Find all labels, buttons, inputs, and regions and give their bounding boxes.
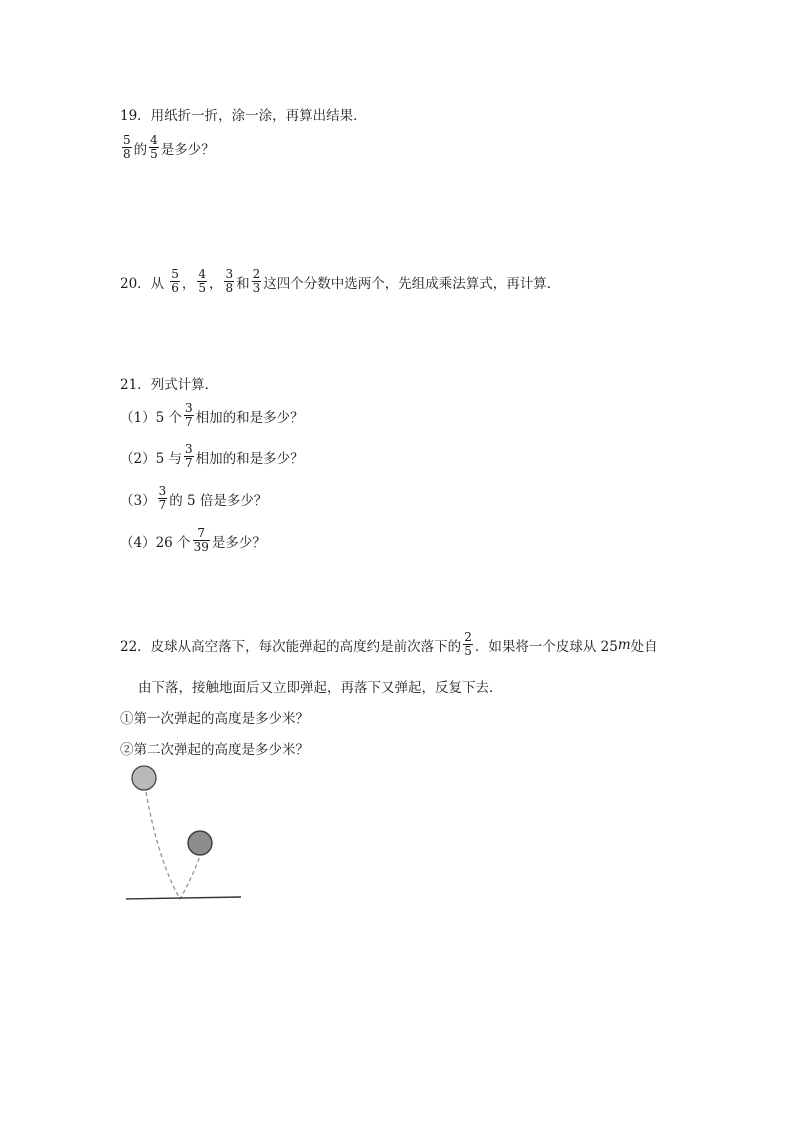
ground-line xyxy=(126,897,241,899)
denominator: 5 xyxy=(198,281,206,295)
numerator: 3 xyxy=(184,401,193,415)
fraction-4-5 xyxy=(149,134,159,161)
q21-title xyxy=(120,373,218,393)
q20-suffix: 这四个分数中选两个，先组成乘法算式，再计算． xyxy=(263,275,561,292)
fraction-7-39 xyxy=(193,527,210,554)
q21-item-2 xyxy=(120,443,304,470)
q22-text-1: 22．皮球从高空落下，每次能弹起的高度约是前次落下的 xyxy=(120,638,462,655)
denominator: 5 xyxy=(464,644,472,658)
denominator: 5 xyxy=(150,147,158,161)
q22-sub-1 xyxy=(120,707,309,727)
numerator: 3 xyxy=(225,267,234,281)
q22-line-1 xyxy=(120,631,658,658)
q22-sub-2 xyxy=(120,738,309,758)
q22-text-3: 处自 xyxy=(630,638,658,655)
numerator: 7 xyxy=(197,526,206,540)
fraction-3-7 xyxy=(158,485,168,512)
fraction-4-5 xyxy=(197,268,207,295)
fraction-3-7 xyxy=(184,402,194,429)
item-suffix: 相加的和是多少？ xyxy=(195,409,304,426)
denominator: 6 xyxy=(171,281,179,295)
q19-question xyxy=(120,134,215,161)
numerator: 3 xyxy=(184,442,193,456)
denominator: 7 xyxy=(184,456,193,470)
fraction-3-8 xyxy=(224,268,234,295)
item-prefix: （4）26 个 xyxy=(120,534,191,551)
numerator: 5 xyxy=(123,133,131,147)
ball-top xyxy=(132,766,156,790)
fraction-5-8 xyxy=(122,134,132,161)
q22-line-2 xyxy=(138,676,503,696)
unit-m: m xyxy=(617,636,631,653)
denominator: 39 xyxy=(193,540,209,554)
text-question-end: 是多少？ xyxy=(160,141,215,158)
item-suffix: 相加的和是多少？ xyxy=(195,450,304,467)
text-and: 和 xyxy=(236,275,250,292)
fraction-2-3 xyxy=(252,268,262,295)
denominator: 3 xyxy=(252,281,261,295)
item-prefix: （1）5 个 xyxy=(120,409,182,426)
item-prefix: （2）5 与 xyxy=(120,450,182,467)
numerator: 3 xyxy=(158,484,167,498)
q20-prefix: 20．从 xyxy=(120,275,165,292)
denominator: 8 xyxy=(123,147,131,161)
q19-title-text: 19．用纸折一折，涂一涂，再算出结果． xyxy=(120,108,367,124)
fraction-2-5 xyxy=(463,631,473,658)
numerator: 2 xyxy=(252,267,261,281)
ball-bounced xyxy=(188,831,212,855)
text-de: 的 xyxy=(133,141,148,158)
numerator: 2 xyxy=(464,630,472,644)
q19-title xyxy=(120,104,367,124)
denominator: 8 xyxy=(225,281,234,295)
denominator: 7 xyxy=(184,415,193,429)
fraction-5-6 xyxy=(170,268,180,295)
q21-item-3 xyxy=(120,485,267,512)
denominator: 7 xyxy=(158,498,167,512)
item-prefix: （3） xyxy=(120,492,156,509)
numerator: 4 xyxy=(198,267,206,281)
q21-item-1 xyxy=(120,402,304,429)
item-suffix: 是多少？ xyxy=(211,534,266,551)
comma: ， xyxy=(181,275,196,292)
bouncing-ball-illustration xyxy=(118,760,248,905)
numerator: 5 xyxy=(171,267,179,281)
item-suffix: 的 5 倍是多少？ xyxy=(169,492,268,509)
comma: ， xyxy=(208,275,223,292)
numerator: 4 xyxy=(150,133,158,147)
q22-sub-2-text: ②第二次弹起的高度是多少米？ xyxy=(120,742,309,758)
q21-item-4 xyxy=(120,527,266,554)
q22-text-2: ．如果将一个皮球从 25 xyxy=(474,638,618,655)
q20-question xyxy=(120,268,560,295)
q22-text-4: 由下落，接触地面后又立即弹起，再落下又弹起，反复下去． xyxy=(138,680,503,696)
q22-sub-1-text: ①第一次弹起的高度是多少米？ xyxy=(120,711,309,727)
q21-title-text: 21．列式计算． xyxy=(120,377,219,393)
fraction-3-7 xyxy=(184,443,194,470)
